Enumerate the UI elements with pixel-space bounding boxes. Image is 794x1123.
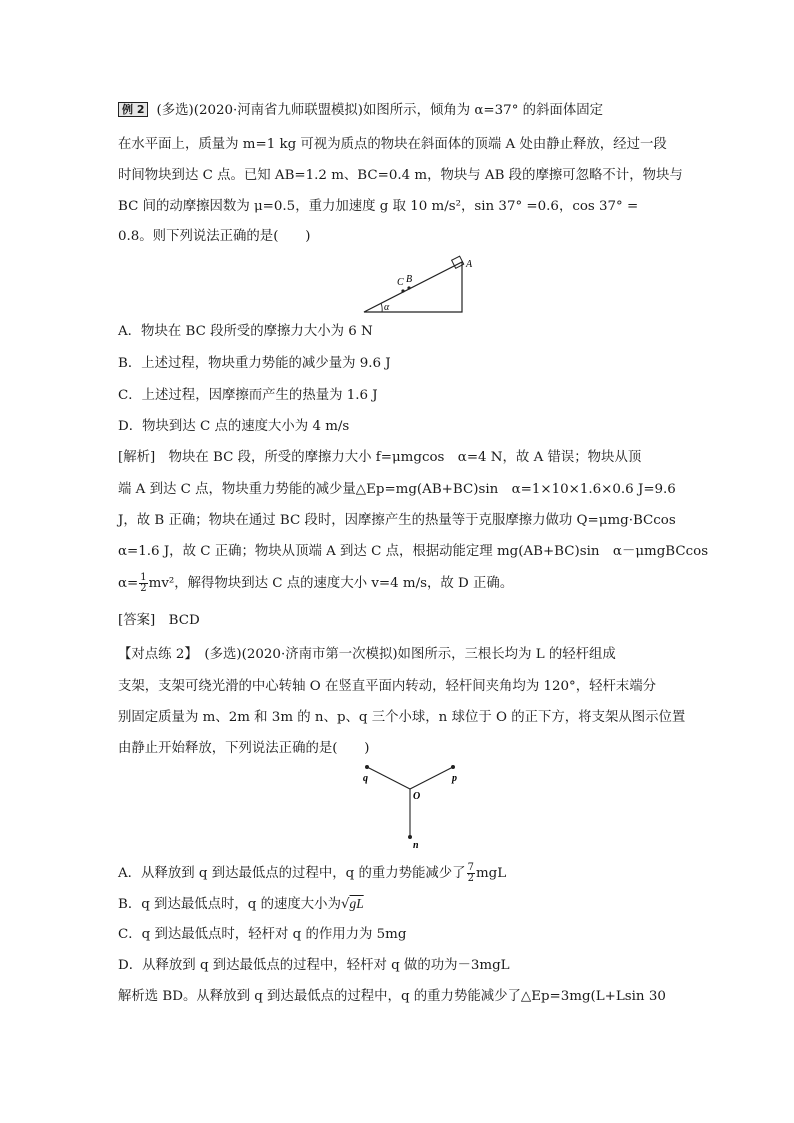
practice-option-d: D．从释放到 q 到达最低点的过程中，轻杆对 q 做的功为－3mgL	[118, 958, 510, 973]
fraction-num: 7	[467, 862, 474, 873]
example-line-5: 0.8。则下列说法正确的是( )	[118, 229, 311, 244]
practice-line-4: 由静止开始释放，下列说法正确的是( )	[118, 741, 370, 756]
practice-option-a-suffix: mgL	[475, 866, 507, 881]
analysis-last-suffix: mv²，解得物块到达 C 点的速度大小 v=4 m/s，故 D 正确。	[148, 576, 514, 591]
label-o: O	[413, 791, 421, 802]
practice-line-2: 支架，支架可绕光滑的中心转轴 O 在竖直平面内转动，轻杆间夹角均为 120°，轻杆末端分	[118, 679, 657, 694]
practice-line-3: 别固定质量为 m、2m 和 3m 的 n、p、q 三个小球，n 球位于 O 的正下方，将支架从图示位置	[118, 710, 686, 725]
label-q: q	[363, 773, 368, 784]
frame-figure	[352, 757, 472, 851]
practice-line-1: 【对点练 2】 (多选)(2020·济南市第一次模拟)如图所示，三根长均为 L 的轻杆组成	[118, 647, 616, 662]
label-p: p	[452, 773, 457, 784]
analysis-line-1: [解析] 物块在 BC 段，所受的摩擦力大小 f=μmgcos α=4 N，故 A 错误；物块从顶	[118, 450, 642, 465]
practice-option-a	[118, 863, 506, 884]
sqrt-content: gL	[349, 896, 364, 911]
practice-option-b	[118, 895, 364, 914]
practice-solution-line: 解析选 BD。从释放到 q 到达最低点的过程中，q 的重力势能减少了△Ep=3mg(L+Lsin 30	[118, 989, 666, 1004]
analysis-line-5	[118, 573, 513, 594]
practice-option-b-prefix: B．q 到达最低点时，q 的速度大小为	[118, 897, 341, 912]
example-option-d: D．物块到达 C 点的速度大小为 4 m/s	[118, 419, 350, 434]
example-option-a: A．物块在 BC 段所受的摩擦力大小为 6 N	[118, 324, 373, 339]
sqrt-sign: √	[340, 897, 350, 912]
fraction-half	[139, 573, 147, 594]
example-line-2: 在水平面上，质量为 m=1 kg 可视为质点的物块在斜面体的顶端 A 处由静止释放，经过一段	[118, 137, 667, 152]
example-text-1: (多选)(2020·河南省九师联盟模拟)如图所示，倾角为 α=37° 的斜面体固定	[156, 103, 603, 118]
example-tag: 例 2	[118, 102, 148, 117]
example-line-1	[118, 102, 603, 120]
incline-figure	[360, 252, 490, 316]
fraction-seven-halves	[467, 863, 475, 884]
analysis-line-2: 端 A 到达 C 点，物块重力势能的减少量△Ep=mg(AB+BC)sin α=1×10×1.6×0.6 J=9.6	[118, 482, 676, 497]
example-option-c: C．上述过程，因摩擦而产生的热量为 1.6 J	[118, 388, 378, 403]
analysis-line-4: α=1.6 J，故 C 正确；物块从顶端 A 到达 C 点，根据动能定理 mg(AB+BC)sin α－μmgBCcos	[118, 544, 709, 559]
fraction-den: 2	[140, 583, 147, 594]
practice-option-a-prefix: A．从释放到 q 到达最低点的过程中，q 的重力势能减少了	[118, 866, 466, 881]
fraction-den: 2	[467, 873, 474, 884]
fraction-num: 1	[140, 572, 147, 583]
example-line-4: BC 间的动摩擦因数为 μ=0.5，重力加速度 g 取 10 m/s²，sin 37° =0.6，cos 37° =	[118, 199, 639, 214]
answer-line: [答案] BCD	[118, 613, 200, 628]
label-alpha: α	[384, 302, 390, 313]
label-c: C	[397, 277, 404, 288]
analysis-last-prefix: α=	[118, 576, 139, 591]
example-line-3: 时间物块到达 C 点。已知 AB=1.2 m、BC=0.4 m，物块与 AB 段的摩擦可忽略不计，物块与	[118, 168, 683, 183]
example-option-b: B．上述过程，物块重力势能的减少量为 9.6 J	[118, 356, 391, 371]
label-b: B	[406, 274, 413, 285]
analysis-line-3: J，故 B 正确；物块在通过 BC 段时，因摩擦产生的热量等于克服摩擦力做功 Q=μmg·BCcos	[118, 513, 676, 528]
practice-option-c: C．q 到达最低点时，轻杆对 q 的作用力为 5mg	[118, 927, 407, 942]
label-a: A	[466, 259, 473, 270]
label-n: n	[413, 840, 419, 851]
